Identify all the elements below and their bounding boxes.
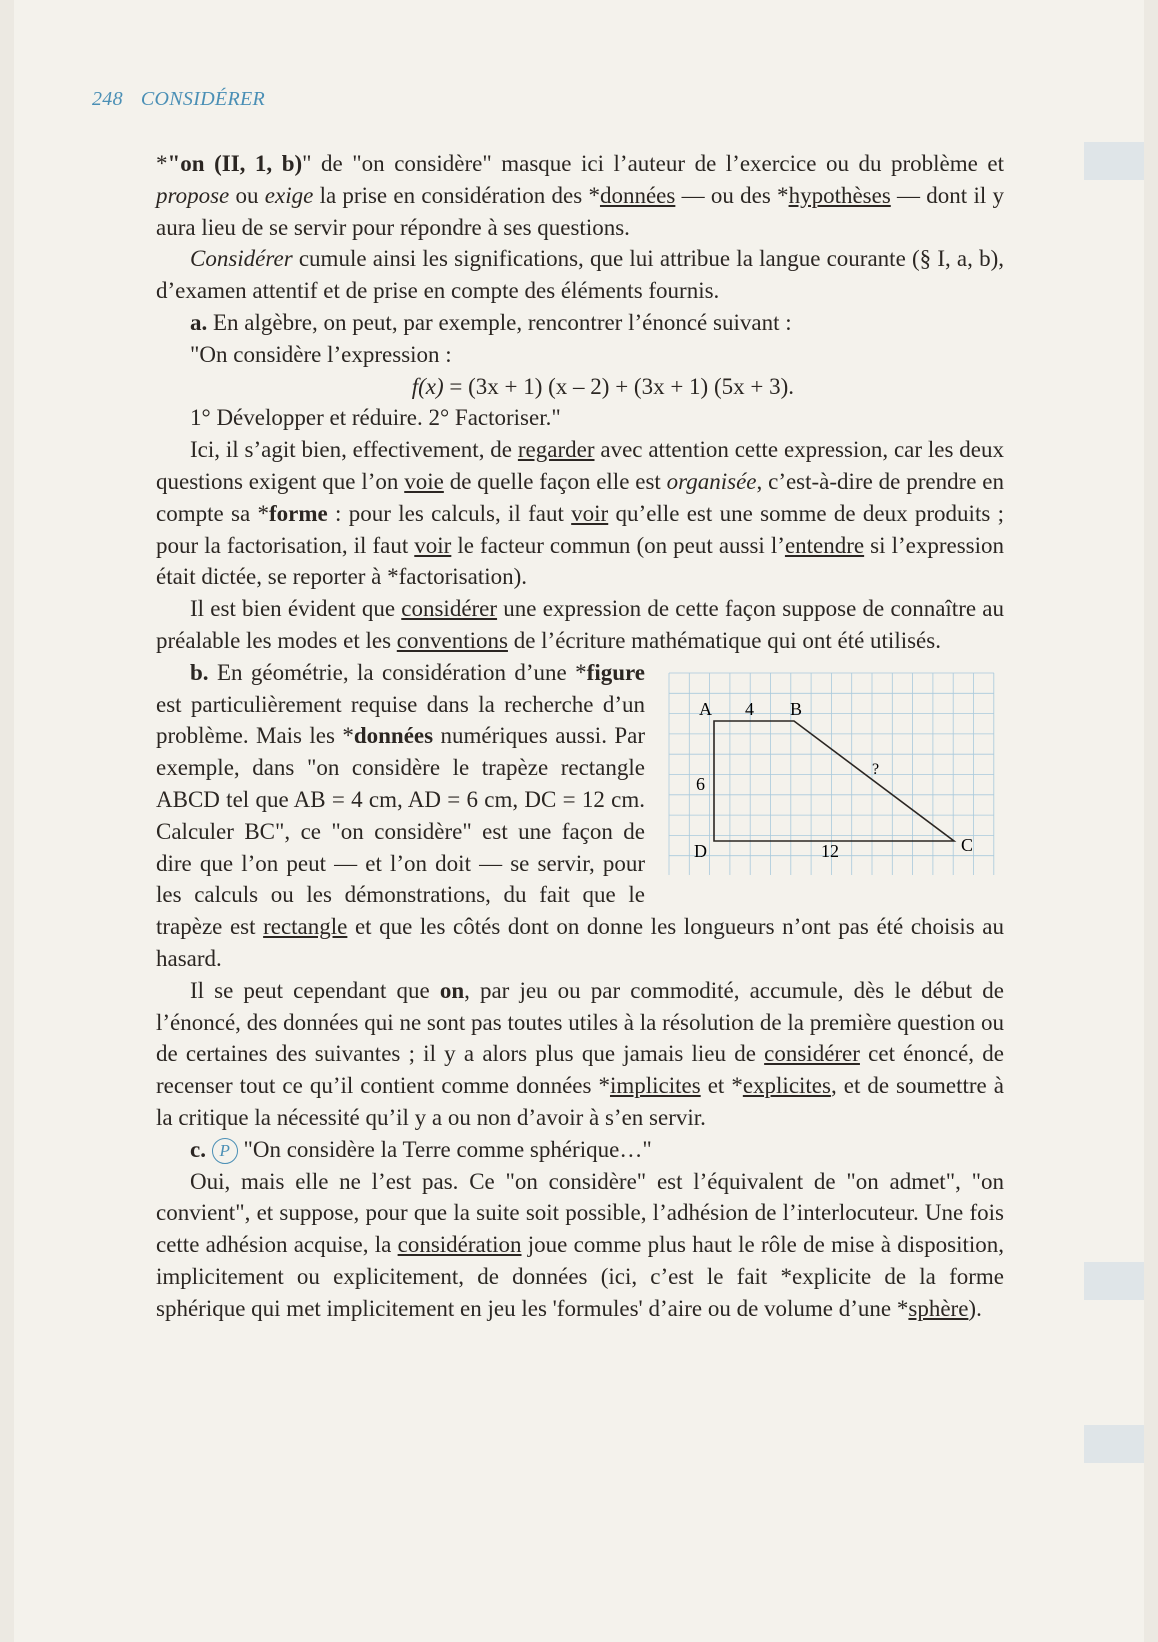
paragraph: Considérer cumule ainsi les significations, que lui attribue la langue courante (§ I, a, b), d’examen attentif et de prise en compte des éléments fournis. [156,246,1004,304]
side-label-ab: 4 [745,698,754,719]
body-text [156,148,1004,1324]
paragraph: Oui, mais elle ne l’est pas. Ce "on considère" est l’équivalent de "on admet", "on convient", et suppose, pour que la suite soit possible, l’adhésion de l’interlocuteur. Une fois cette adhésion acquise, la considération joue comme plus haut le rôle de mise à disposition, implicitement ou explicitement, de données (ici, c’est le fait *explicite de la forme sphérique qui met implicitement en jeu les 'formules' d’aire ou de volume d’une *sphère). [156,1168,1004,1321]
paragraph: b. En géométrie, la considération d’une *figure est particulièrement requise dans la recherche d’un problème. Mais les *données numériques aussi. Par exemple, dans "on considère le trapèze rectangle ABCD tel que AB = 4 cm, AD = 6 cm, DC = 12 cm. Calculer BC", ce "on considère" est une façon de dire que l’on peut — et l’on doit — se servir, pour les calculs ou les démonstrations, du fait que le trapèze est rectangle et que les côtés dont on donne les longueurs n’ont pas été choisis au hasard. [156,659,1004,971]
vertex-label-c: C [961,834,974,855]
running-header [92,88,265,111]
p-circle-icon: P [212,1138,238,1164]
side-label-ad: 6 [696,773,705,794]
vertex-label-b: B [790,698,803,719]
trapezoid-diagram [659,663,1004,885]
page-number: 248 [92,88,123,110]
paragraph: Il est bien évident que considérer une expression de cette façon suppose de connaître au préalable les modes et les conventions de l’écriture mathématique qui ont été utilisés. [156,596,1005,653]
formula: f(x) = (3x + 1) (x – 2) + (3x + 1) (5x + 3). [411,373,794,399]
paragraph: 1° Développer et réduire. 2° Factoriser." [190,405,561,431]
vertex-label-a: A [699,698,712,719]
margin-tab-bleed [1084,1425,1144,1463]
paragraph: *"on (II, 1, b)" de "on considère" masque ici l’auteur de l’exercice ou du problème et propose ou exige la prise en considération des *données — ou des *hypothèses — dont il y aura lieu de se servir pour répondre à ses questions. [156,151,1004,240]
paragraph: "On considère l’expression : [190,341,452,367]
running-title: CONSIDÉRER [140,88,265,110]
trapezoid-figure [659,663,1004,885]
section-a: a. En algèbre, on peut, par exemple, rencontrer l’énoncé suivant : [190,309,792,335]
paragraph: Ici, il s’agit bien, effectivement, de regarder avec attention cette expression, car les deux questions exigent que l’on voie de quelle façon elle est organisée, c’est-à-dire de prendre en compte sa *forme : pour les calculs, il faut voir qu’elle est une somme de deux produits ; pour la factorisation, il faut voir le facteur commun (on peut aussi l’entendre si l’expression était dictée, se reporter à *factorisation). [156,437,1005,590]
margin-tab-bleed [1084,142,1144,180]
book-page [14,0,1144,1642]
paragraph: Il se peut cependant que on, par jeu ou par commodité, accumule, dès le début de l’énoncé, des données qui ne sont pas toutes utiles à la résolution de la première question ou de certaines des suivantes ; il y a alors plus que jamais lieu de considérer cet énoncé, de recenser tout ce qu’il contient comme données *implicites et *explicites, et de soumettre à la critique la nécessité qu’il y a ou non d’avoir à s’en servir. [156,977,1004,1130]
section-b [156,657,1004,975]
vertex-label-d: D [694,840,707,861]
section-c: c. P "On considère la Terre comme sphérique…" [190,1136,652,1162]
margin-tab-bleed [1084,1262,1144,1300]
side-label-dc: 12 [821,840,839,861]
side-label-bc: ? [872,760,880,778]
